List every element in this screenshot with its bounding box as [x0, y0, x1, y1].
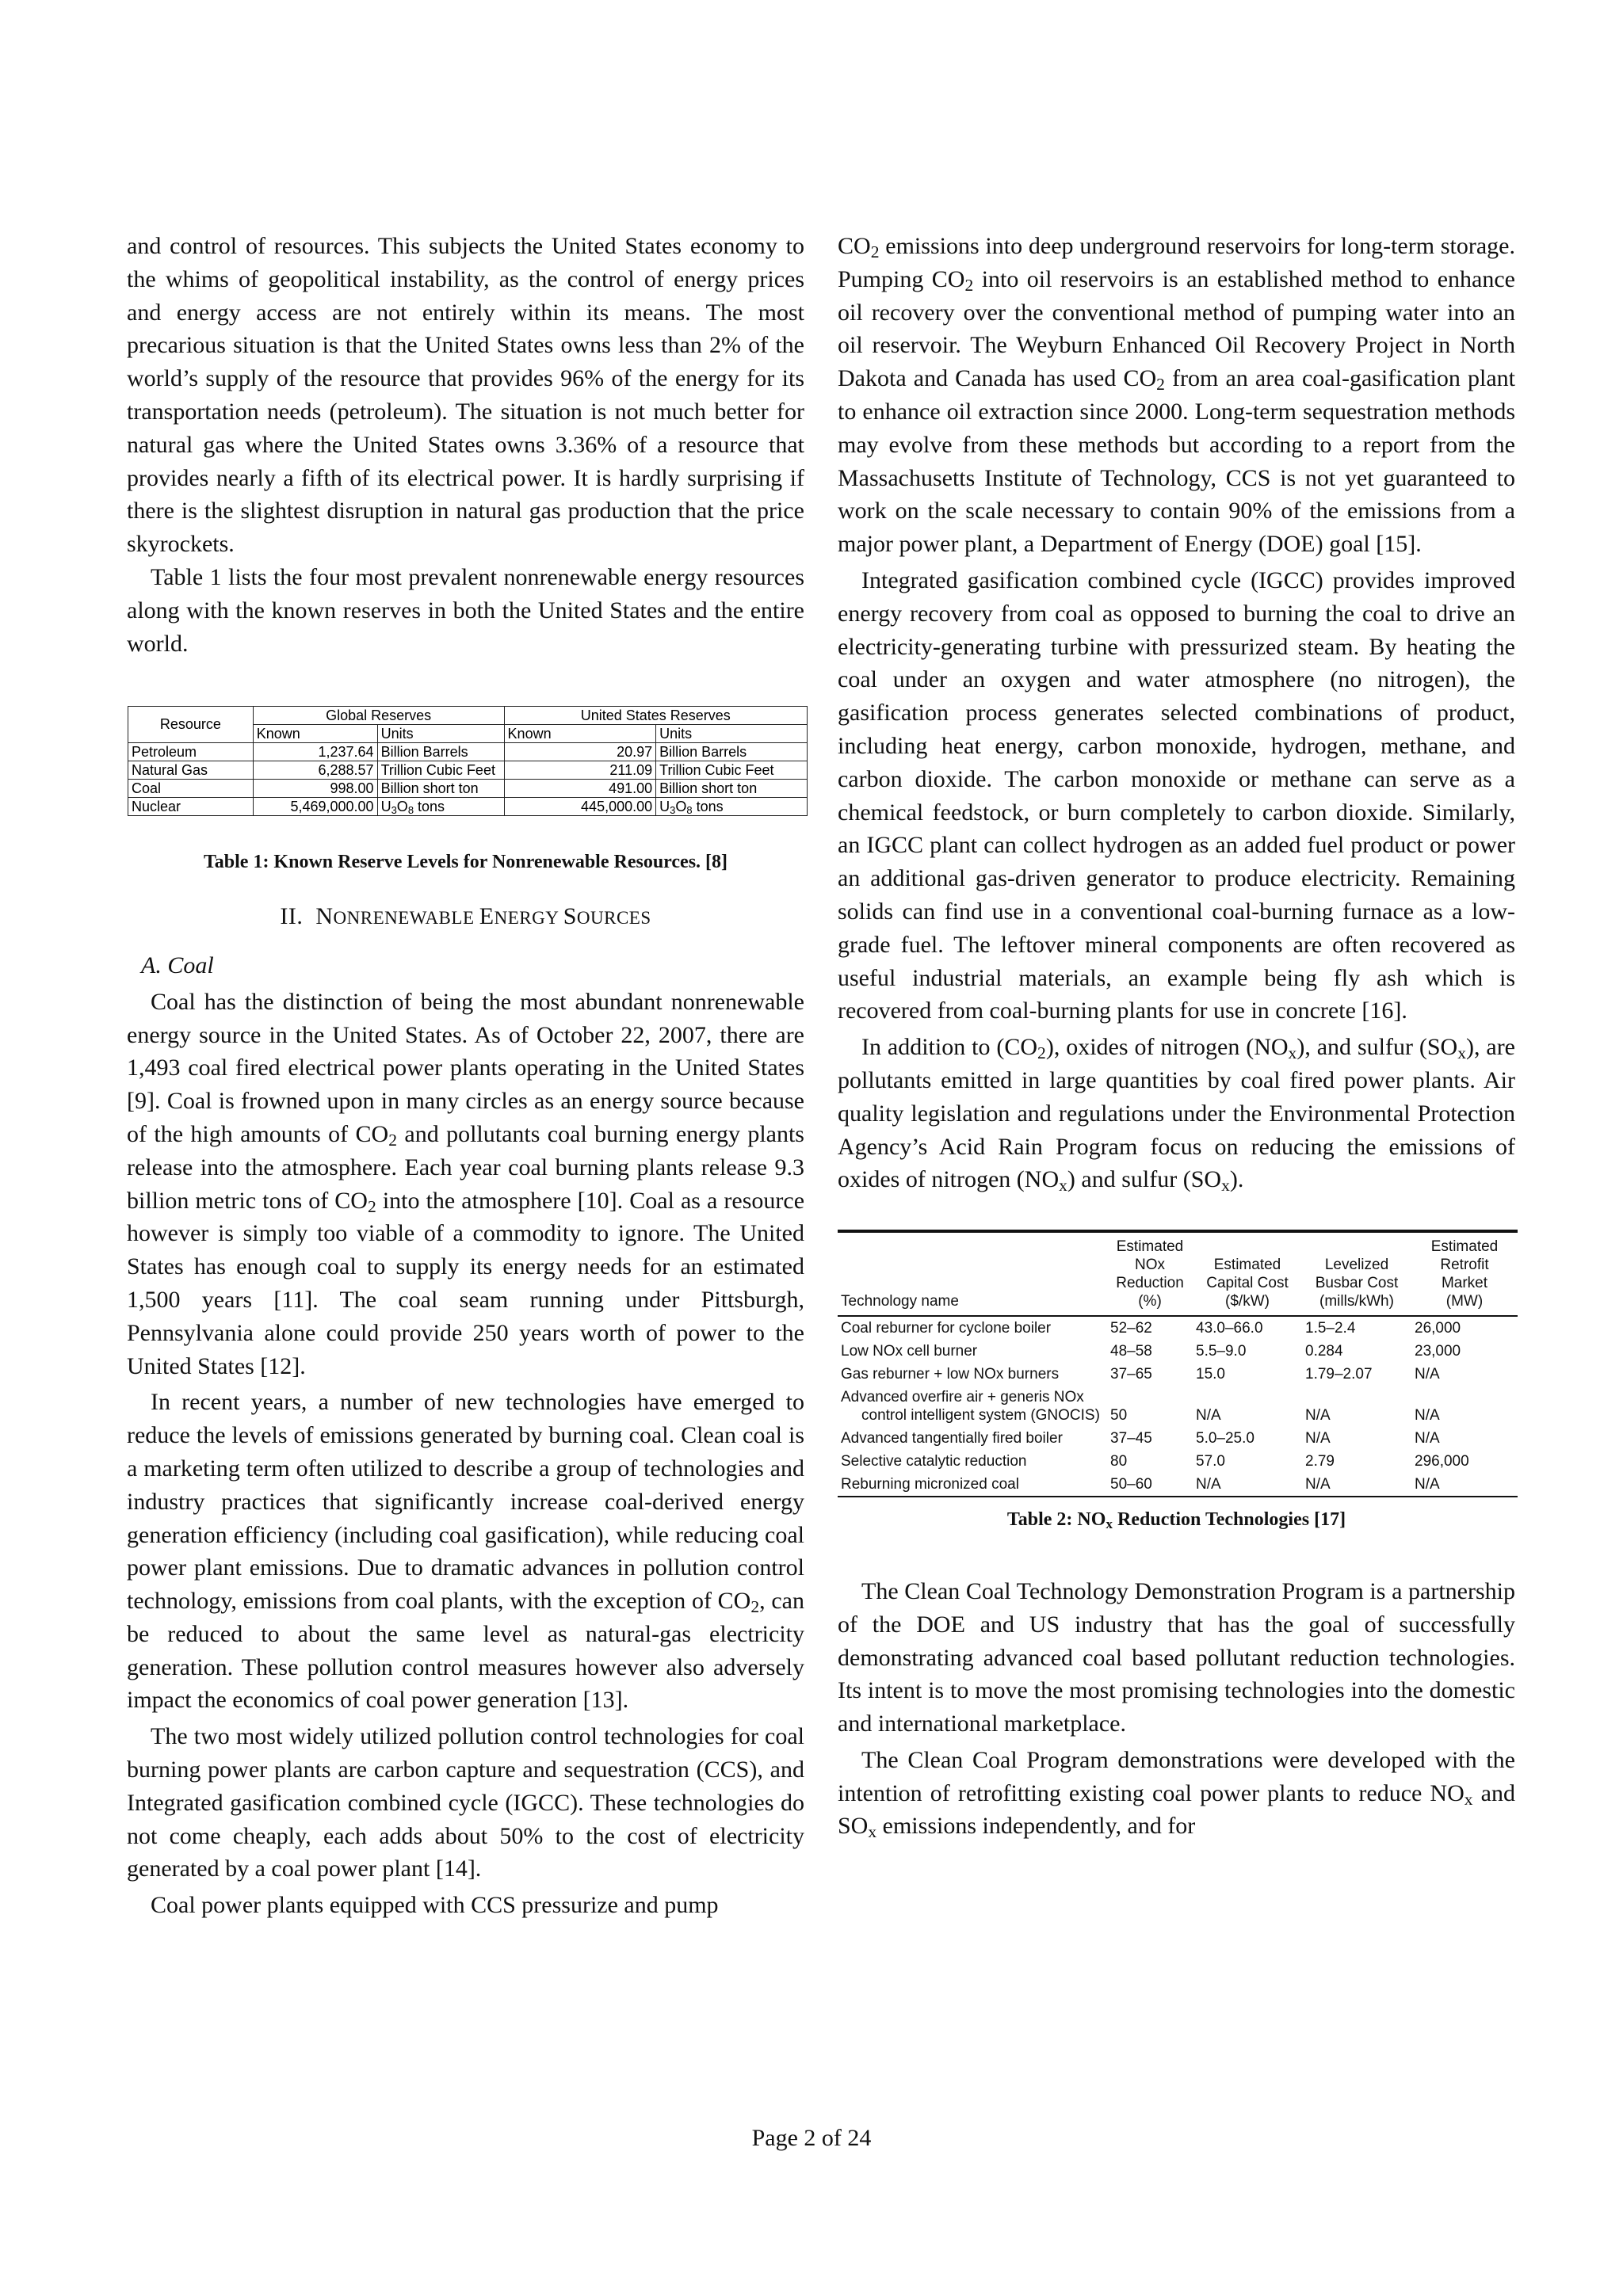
table-cell: 15.0	[1196, 1366, 1225, 1383]
table-cell: Coal	[128, 780, 254, 798]
table-header: Levelized Busbar Cost (mills/kWh)	[1315, 1257, 1399, 1310]
table-header: Units	[377, 725, 504, 743]
table-cell: 6,288.57	[253, 761, 377, 780]
table-cell: N/A	[1305, 1430, 1331, 1447]
table-header: Estimated NOx Reduction (%)	[1116, 1238, 1184, 1310]
table-cell: 296,000	[1415, 1453, 1469, 1470]
table-row	[838, 1473, 1518, 1497]
table-row	[838, 1316, 1518, 1340]
right-column	[838, 230, 1515, 1843]
table-header: Estimated Retrofit Market (MW)	[1430, 1238, 1499, 1310]
table-cell: N/A	[1415, 1430, 1440, 1447]
table-row	[128, 743, 808, 761]
subsection-heading: A. Coal	[141, 952, 214, 978]
table-cell: 50	[1110, 1407, 1128, 1425]
table-cell: N/A	[1305, 1407, 1331, 1425]
table-cell: N/A	[1415, 1476, 1440, 1493]
table-cell: Advanced overfire air + generis NOx control intelligent system (GNOCIS)	[841, 1389, 1100, 1425]
table-row	[838, 1386, 1518, 1427]
table-header: Global Reserves	[253, 707, 504, 725]
table-cell: N/A	[1196, 1407, 1221, 1425]
paragraph: Integrated gasification combined cycle (IGCC) provides improved energy recovery from coal as opposed to burning the coal to drive an electricity-generating turbine with pressurized steam. By heating the coal under an oxygen and water atmosphere (no nitrogen), the gasification process generates selected combinations of product, including heat energy, carbon monoxide, hydrogen, methane, and carbon dioxide. The carbon monoxide or methane can serve as a chemical feedstock, or burn completely to carbon dioxide. Similarly, an IGCC plant can collect hydrogen as an added fuel product or power an additional gas-driven generator to produce electricity. Remaining solids can find use in a conventional coal-burning furnace as a low-grade fuel. The leftover mineral components are often recovered as useful industrial materials, an example being fly ash which is recovered from coal-burning plants for use in concrete [16].	[838, 566, 1515, 1024]
table-row	[128, 761, 808, 780]
table-cell: Selective catalytic reduction	[841, 1453, 1027, 1470]
paragraph: Coal power plants equipped with CCS pressurize and pump	[151, 1892, 719, 1919]
table-header: Units	[656, 725, 808, 743]
table-row	[128, 780, 808, 798]
table-row	[838, 1340, 1518, 1363]
table-row	[838, 1450, 1518, 1473]
table-cell: 23,000	[1415, 1343, 1461, 1360]
table-cell: 57.0	[1196, 1453, 1225, 1470]
table-cell: 5.0–25.0	[1196, 1430, 1254, 1447]
table-cell: 43.0–66.0	[1196, 1320, 1263, 1337]
section-heading: II. NONRENEWABLE ENERGY SOURCES	[280, 903, 651, 930]
left-column	[127, 230, 804, 1922]
table1-caption: Table 1: Known Reserve Levels for Nonrenewable Resources. [8]	[203, 852, 728, 873]
table-row	[128, 798, 808, 816]
table-cell: N/A	[1305, 1476, 1331, 1493]
table-cell: Reburning micronized coal	[841, 1476, 1019, 1493]
table-header: United States Reserves	[504, 707, 807, 725]
table-cell: 80	[1110, 1453, 1128, 1470]
table-cell: Billion short ton	[656, 780, 808, 798]
page-number: Page 2 of 24	[751, 2125, 872, 2151]
table-row	[838, 1363, 1518, 1386]
table-cell: 1.5–2.4	[1305, 1320, 1356, 1337]
table-cell: 211.09	[504, 761, 656, 780]
table-cell: 50–60	[1110, 1476, 1152, 1493]
table-cell: Advanced tangentially fired boiler	[841, 1430, 1063, 1447]
table-cell: Coal reburner for cyclone boiler	[841, 1320, 1052, 1337]
table-cell: Gas reburner + low NOx burners	[841, 1366, 1060, 1383]
table-cell: 0.284	[1305, 1343, 1343, 1360]
table-cell: Low NOx cell burner	[841, 1343, 978, 1360]
table-header: Estimated Capital Cost ($/kW)	[1206, 1257, 1289, 1310]
table-header: Known	[253, 725, 377, 743]
table-cell: 1.79–2.07	[1305, 1366, 1373, 1383]
paragraph: In recent years, a number of new technologies have emerged to reduce the levels of emissions generated by burning coal. Clean coal is a marketing term often utilized to describe a group of technologies and industry practices that significantly increase coal-derived energy generation efficiency (including coal gasification), while reducing coal power plant emissions. Due to dramatic advances in pollution control technology, emissions from coal plants, with the exception of $CO_2$, can be reduced to about the same level as natural-gas electricity generation. These pollution control measures however also adversely impact the economics of coal power generation [13].	[127, 1389, 805, 1714]
table-cell: Billion short ton	[377, 780, 504, 798]
table-cell: 5.5–9.0	[1196, 1343, 1247, 1360]
paragraph: The two most widely utilized pollution control technologies for coal burning power plants are carbon capture and sequestration (CCS), and Integrated gasification combined cycle (IGCC). These technologies do not come cheaply, each adds about 50% to the cost of electricity generated by a coal power plant [14].	[127, 1723, 804, 1882]
table-cell: 20.97	[504, 743, 656, 761]
table-header: Resource	[128, 707, 254, 743]
nox-table	[838, 1230, 1518, 1497]
paragraph: In addition to $(CO_2)$, oxides of nitrogen $(NO_x)$, and sulfur $(SO_x)$, are pollutants emitted in large quantities by coal fired power plants. Air quality legislation and regulations under the Environmental Protection Agency’s Acid Rain Program focus on reducing the emissions of oxides of nitrogen $(NO_x)$ and sulfur $(SO_x)$.	[838, 1034, 1515, 1196]
paragraph: The Clean Coal Technology Demonstration Program is a partnership of the DOE and US industry that has the goal of successfully demonstrating advanced coal based pollutant reduction technologies. Its intent is to move the most promising technologies into the domestic and international marketplace.	[838, 1577, 1515, 1737]
table-cell: 5,469,000.00	[253, 798, 377, 816]
table-header: Technology name	[841, 1293, 959, 1310]
reserves-table	[128, 706, 808, 816]
table-cell: $U_3O_8$ tons	[377, 798, 504, 816]
table-cell: N/A	[1415, 1407, 1440, 1425]
table-cell: Nuclear	[128, 798, 254, 816]
table-cell: Billion Barrels	[656, 743, 808, 761]
table-cell: 37–65	[1110, 1366, 1152, 1383]
table2-caption: Table 2: $NO_x$ Reduction Technologies [17]	[1006, 1509, 1346, 1531]
table-cell: 52–62	[1110, 1320, 1152, 1337]
table-cell: 491.00	[504, 780, 656, 798]
table-cell: N/A	[1415, 1366, 1440, 1383]
table-cell: Trillion Cubic Feet	[377, 761, 504, 780]
paragraph: and control of resources. This subjects the United States economy to the whims of geopolitical instability, as the control of energy prices and energy access are not entirely within its means. The most precarious situation is that the United States owns less than 2% of the world’s supply of the resource that provides 96% of the energy for its transportation needs (petroleum). The situation is not much better for natural gas where the United States owns 3.36% of a resource that provides nearly a fifth of its electrical power. It is hardly surprising if there is the slightest disruption in natural gas production that the price skyrockets.	[127, 233, 804, 558]
table-cell: Trillion Cubic Feet	[656, 761, 808, 780]
table-cell: 26,000	[1415, 1320, 1461, 1337]
table-cell: 48–58	[1110, 1343, 1152, 1360]
table-cell: Natural Gas	[128, 761, 254, 780]
table-cell: Petroleum	[128, 743, 254, 761]
paragraph: Table 1 lists the four most prevalent nonrenewable energy resources along with the known reserves in both the United States and the entire world.	[127, 563, 804, 657]
table-cell: 998.00	[253, 780, 377, 798]
table-cell: 37–45	[1110, 1430, 1152, 1447]
table-cell: 445,000.00	[504, 798, 656, 816]
paragraph: Coal has the distinction of being the most abundant nonrenewable energy source in the United States. As of October 22, 2007, there are 1,493 coal fired electrical power plants operating in the United States [9]. Coal is frowned upon in many circles as an energy source because of the high amounts of $CO_2$ and pollutants coal burning energy plants release into the atmosphere. Each year coal burning plants release 9.3 billion metric tons of $CO_2$ into the atmosphere [10]. Coal as a resource however is simply too viable of a commodity to ignore. The United States has enough coal to supply its energy needs for an estimated 1,500 years [11]. The coal seam running under Pittsburgh, Pennsylvania alone could provide 250 years worth of power to the United States [12].	[127, 988, 805, 1379]
paragraph: $CO_2$ emissions into deep underground reservoirs for long-term storage. Pumping $CO_2$ into oil reservoirs is an established method to enhance oil recovery over the conventional method of pumping water into an oil reservoir. The Weyburn Enhanced Oil Recovery Project in North Dakota and Canada has used $CO_2$ from an area coal-gasification plant to enhance oil extraction since 2000. Long-term sequestration methods may evolve from these methods but according to a report from the Massachusetts Institute of Technology, CCS is not yet guaranteed to work on the scale necessary to contain 90% of the emissions from a major power plant, a Department of Energy (DOE) goal [15].	[838, 233, 1515, 558]
table-cell: 1,237.64	[253, 743, 377, 761]
table-cell: N/A	[1196, 1476, 1221, 1493]
table-cell: Billion Barrels	[377, 743, 504, 761]
table-cell: 2.79	[1305, 1453, 1335, 1470]
table-cell: $U_3O_8$ tons	[656, 798, 808, 816]
paragraph: The Clean Coal Program demonstrations were developed with the intention of retrofitting existing coal power plants to reduce $NO_x$ and $SO_x$ emissions independently, and for	[838, 1746, 1515, 1842]
table-row	[838, 1427, 1518, 1450]
table-header: Known	[504, 725, 656, 743]
